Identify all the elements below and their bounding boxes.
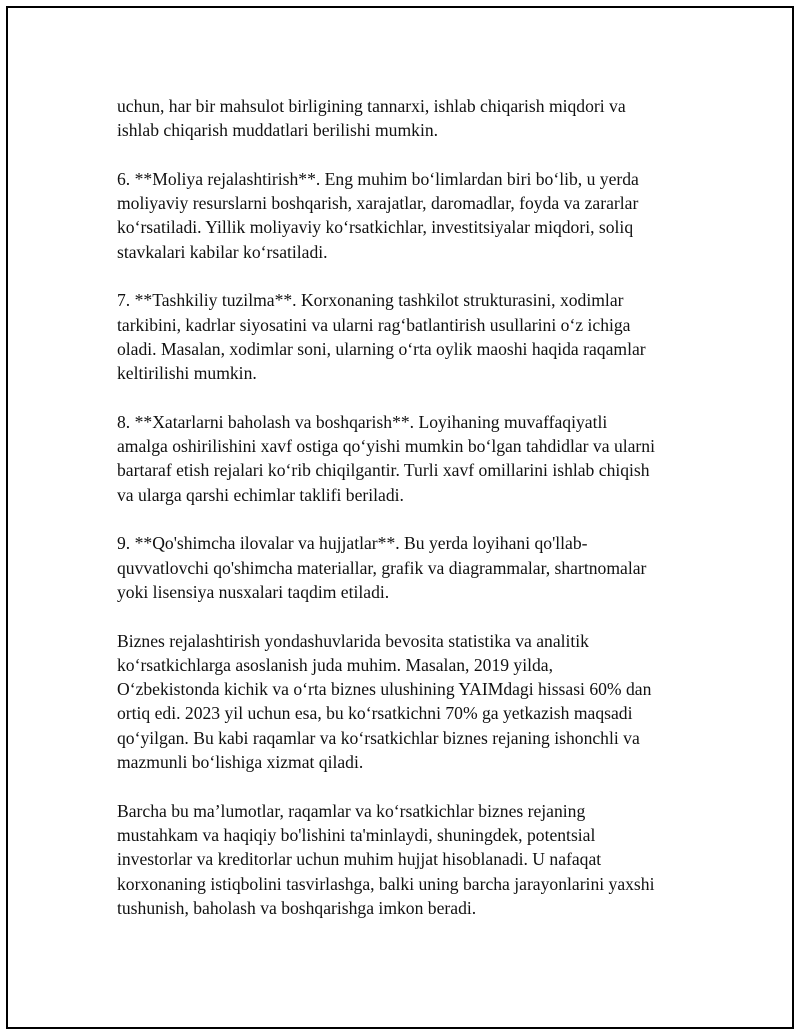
paragraph-conclusion: Barcha bu ma’lumotlar, raqamlar va ko‘rsatkichlar biznes rejaning mustahkam va haqiqiy bo'lishini ta'minlaydi, shuningdek, potentsial investorlar va kreditorlar uchun muhim hujjat hisoblanadi. U nafaqat korxonaning istiqbolini tasvirlashga, balki uning barcha jarayonlarini yaxshi tushunish, baholash va boshqarishga imkon beradi.: [117, 800, 655, 918]
paragraph-risk-assessment: 8. **Xatarlarni baholash va boshqarish**. Loyihaning muvaffaqiyatli amalga oshirilishini xavf ostiga qo‘yishi mumkin bo‘lgan tahdidlar va ularni bartaraf etish rejalari ko‘rib chiqilgantir. Turli xavf omillarini ishlab chiqish va ularga qarshi echimlar taklifi beriladi.: [117, 411, 655, 505]
paragraph-organizational-structure: 7. **Tashkiliy tuzilma**. Korxonaning tashkilot strukturasini, xodimlar tarkibini, kadrlar siyosatini va ularni rag‘batlantirish usullarini o‘z ichiga oladi. Masalan, xodimlar soni, ularning o‘rta oylik maoshi haqida raqamlar keltirilishi mumkin.: [117, 290, 646, 384]
paragraph-financial-planning: 6. **Moliya rejalashtirish**. Eng muhim bo‘limlardan biri bo‘lib, u yerda moliyaviy resurslarni boshqarish, xarajatlar, daromadlar, foyda va zararlar ko‘rsatiladi. Yillik moliyaviy ko‘rsatkichlar, investitsiyalar miqdori, soliq stavkalari kabilar ko‘rsatiladi.: [117, 168, 639, 262]
paragraph-additional-appendices: 9. **Qo'shimcha ilovalar va hujjatlar**. Bu yerda loyihani qo'llab- quvvatlovchi qo'shimcha materiallar, grafik va diagrammalar, shartnomalar yoki lisensiya nusxalari taqdim etiladi.: [117, 533, 647, 602]
paragraph-continuation: uchun, har bir mahsulot birligining tannarxi, ishlab chiqarish miqdori va ishlab chiqarish muddatlari berilishi mumkin.: [117, 96, 626, 141]
paragraph-statistics: Biznes rejalashtirish yondashuvlarida bevosita statistika va analitik ko‘rsatkichlarga asoslanish juda muhim. Masalan, 2019 yilda, O‘zbekistonda kichik va o‘rta biznes ulushining YAIMdagi hissasi 60% dan ortiq edi. 2023 yil uchun esa, bu ko‘rsatkichni 70% ga yetkazish maqsadi qo‘yilgan. Bu kabi raqamlar va ko‘rsatkichlar biznes rejaning ishonchli va mazmunli bo‘lishiga xizmat qiladi.: [117, 630, 652, 773]
document-body: [117, 94, 687, 944]
